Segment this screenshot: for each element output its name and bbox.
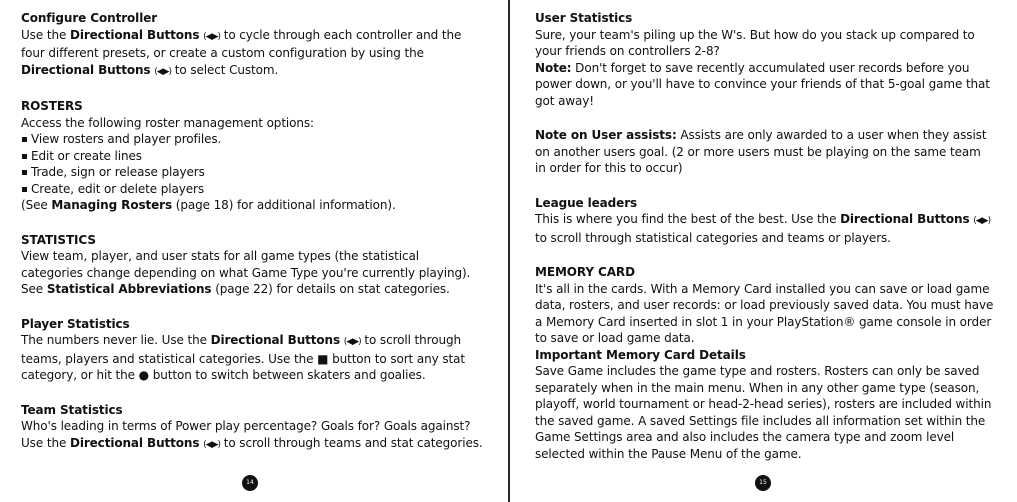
player-statistics-text: The numbers never lie. Use the Directional Buttons (◀▶) to scroll through teams, players and statistical categories. Use the ■ button to sort any stat category, or hit the ● button to switch between skaters and goalies. [21, 333, 465, 382]
directional-arrows-icon: (◀▶) [343, 337, 361, 347]
team-statistics-section [21, 402, 483, 454]
rosters-intro: Access the following roster management options: [21, 115, 315, 130]
list-item: Edit or create lines [21, 148, 483, 165]
statistics-heading: STATISTICS [21, 232, 96, 247]
user-assists-section [535, 127, 995, 177]
rosters-options-list [21, 131, 483, 197]
statistics-reference: See Statistical Abbreviations (page 22) for details on stat categories. [21, 282, 450, 296]
directional-arrows-icon: (◀▶) [203, 31, 221, 42]
rosters-section [21, 98, 483, 214]
user-assists-note: Note on User assists: Assists are only awarded to a user when they assist on another users goal. (2 or more users must be playing on the same team in order for this to occur) [535, 128, 987, 175]
memory-card-details-body: Save Game includes the game type and rosters. Rosters can only be saved separately when in the main menu. When in any other game type (season, playoff, world tournament or head-2-head series), rosters are included within the saved game. A saved Settings file includes all information set within the Game Settings area and also includes the camera type and zoom level selected within the Pause Menu of the game. [535, 364, 992, 461]
list-item: Trade, sign or release players [21, 164, 483, 181]
team-statistics-text: Who's leading in terms of Power play percentage? Goals for? Goals against? Use the Directional Buttons (◀▶) to scroll through teams and stat categories. [21, 419, 483, 450]
player-statistics-heading: Player Statistics [21, 316, 130, 331]
directional-arrows-icon: (◀▶) [973, 216, 991, 226]
memory-card-details-heading: Important Memory Card Details [535, 347, 746, 362]
left-column [21, 10, 483, 471]
right-column [535, 10, 995, 480]
circle-button-icon: ● [138, 368, 149, 382]
memory-card-section [535, 264, 995, 462]
list-item: View rosters and player profiles. [21, 131, 483, 148]
user-statistics-section [535, 10, 995, 109]
user-statistics-heading: User Statistics [535, 11, 633, 25]
league-leaders-heading: League leaders [535, 195, 638, 210]
list-item: Create, edit or delete players [21, 181, 483, 198]
league-leaders-text: This is where you find the best of the best. Use the Directional Buttons (◀▶) to scroll through statistical categories and teams or players. [535, 212, 991, 245]
square-button-icon: ■ [317, 351, 329, 366]
team-statistics-heading: Team Statistics [21, 402, 123, 417]
statistics-section [21, 232, 483, 298]
configure-controller-section [21, 10, 483, 80]
statistics-body: View team, player, and user stats for all game types (the statistical categories change depending on what Game Type you're currently playing). [21, 249, 471, 280]
configure-controller-text: Use the Directional Buttons (◀▶) to cycle through each controller and the four different presets, or create a custom configuration by using the Directional Buttons (◀▶) to select Custom. [21, 27, 462, 77]
directional-arrows-icon: (◀▶) [154, 66, 172, 77]
rosters-heading: ROSTERS [21, 99, 83, 113]
page-number-badge: 14 [242, 475, 258, 491]
directional-arrows-icon: (◀▶) [203, 439, 221, 450]
memory-card-body: It's all in the cards. With a Memory Card installed you can save or load game data, rosters, and user records: or load previously saved data. You must have a Memory Card inserted in slot 1 in your PlayStation® game console in order to save or load game data. [535, 281, 994, 345]
rosters-reference: (See Managing Rosters (page 18) for additional information). [21, 198, 396, 212]
right-page [510, 0, 1017, 502]
user-statistics-body: Sure, your team's piling up the W's. But how do you stack up compared to your friends on controllers 2-8? [535, 27, 975, 58]
page-number-badge: 15 [755, 475, 771, 491]
configure-controller-heading: Configure Controller [21, 11, 158, 25]
memory-card-heading: MEMORY CARD [535, 265, 635, 279]
left-page [0, 0, 508, 502]
league-leaders-section [535, 195, 995, 247]
user-statistics-note: Note: Don't forget to save recently accumulated user records before you power down, or you'll have to convince your friends of that 5-goal game that got away! [535, 60, 990, 108]
player-statistics-section [21, 316, 483, 384]
